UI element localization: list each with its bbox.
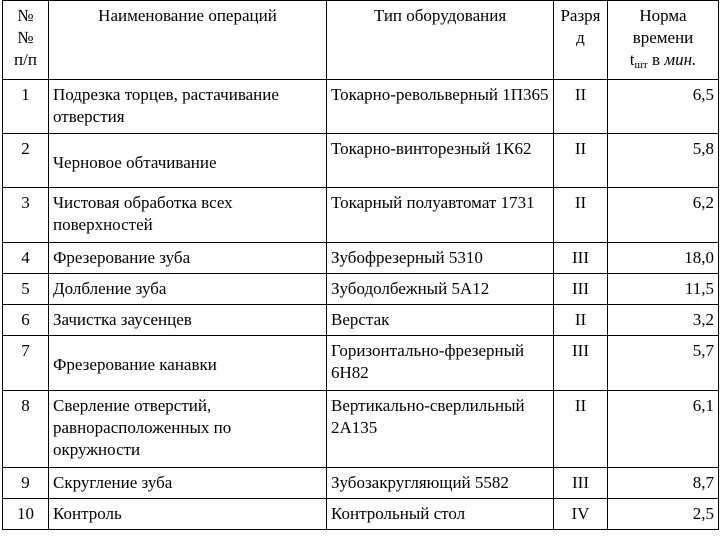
row-num: 8 (3, 391, 49, 468)
header-grade-line2: д (576, 28, 585, 47)
row-num: 7 (3, 336, 49, 391)
table-row (3, 391, 719, 468)
row-num: 6 (3, 305, 49, 336)
table-row (3, 80, 719, 134)
header-norm-sub: шт (634, 59, 648, 71)
row-name: Подрезка торцев, растачивание отверстия (49, 80, 327, 134)
row-grade: III (554, 243, 608, 274)
row-norm: 5,7 (608, 336, 719, 391)
row-name: Фрезерование зуба (49, 243, 327, 274)
row-norm: 6,1 (608, 391, 719, 468)
header-norm (608, 1, 719, 80)
row-name: Черновое обтачивание (49, 134, 327, 188)
row-grade: II (554, 134, 608, 188)
row-equipment: Вертикально-сверлильный 2А135 (327, 391, 554, 468)
header-row (3, 1, 719, 80)
row-equipment: Контрольный стол (327, 499, 554, 530)
table-row (3, 134, 719, 188)
row-norm: 18,0 (608, 243, 719, 274)
row-grade: III (554, 274, 608, 305)
row-grade: III (554, 468, 608, 499)
header-grade (554, 1, 608, 80)
row-name: Сверление отверстий, равнорасположенных по окружности (49, 391, 327, 468)
row-grade: IV (554, 499, 608, 530)
row-equipment: Токарно-винторезный 1К62 (327, 134, 554, 188)
row-equipment: Верстак (327, 305, 554, 336)
row-grade: II (554, 305, 608, 336)
row-norm: 3,2 (608, 305, 719, 336)
row-name: Зачистка заусенцев (49, 305, 327, 336)
header-num-line2: № (17, 28, 34, 47)
header-equipment: Тип оборудования (327, 1, 554, 80)
table-row (3, 499, 719, 530)
row-grade: III (554, 336, 608, 391)
row-equipment: Зубофрезерный 5310 (327, 243, 554, 274)
header-name: Наименование операций (49, 1, 327, 80)
row-norm: 8,7 (608, 468, 719, 499)
table-row (3, 468, 719, 499)
row-equipment: Токарный полуавтомат 1731 (327, 188, 554, 243)
row-equipment: Зубозакругляющий 5582 (327, 468, 554, 499)
row-norm: 11,5 (608, 274, 719, 305)
row-name: Фрезерование канавки (49, 336, 327, 391)
row-norm: 6,2 (608, 188, 719, 243)
header-grade-line1: Разря (560, 6, 601, 25)
row-num: 2 (3, 134, 49, 188)
row-grade: II (554, 80, 608, 134)
header-num (3, 1, 49, 80)
row-num: 10 (3, 499, 49, 530)
row-norm: 5,8 (608, 134, 719, 188)
row-grade: II (554, 188, 608, 243)
operations-table (2, 0, 719, 530)
row-norm: 2,5 (608, 499, 719, 530)
row-name: Контроль (49, 499, 327, 530)
row-name: Чистовая обработка всех поверхностей (49, 188, 327, 243)
header-num-line3: п/п (14, 50, 37, 69)
header-norm-line2: времени (632, 28, 694, 47)
table-row (3, 274, 719, 305)
row-equipment: Зубодолбежный 5А12 (327, 274, 554, 305)
row-num: 4 (3, 243, 49, 274)
row-num: 9 (3, 468, 49, 499)
table-row (3, 243, 719, 274)
row-name: Долбление зуба (49, 274, 327, 305)
row-name: Скругление зуба (49, 468, 327, 499)
row-num: 1 (3, 80, 49, 134)
header-norm-unit: мин. (664, 50, 697, 69)
table-row (3, 305, 719, 336)
header-norm-t: t (629, 50, 635, 69)
header-norm-line1: Норма (639, 6, 687, 25)
header-num-line1: № (17, 6, 34, 25)
row-num: 5 (3, 274, 49, 305)
row-equipment: Горизонтально-фрезерный 6Н82 (327, 336, 554, 391)
row-num: 3 (3, 188, 49, 243)
table-row (3, 188, 719, 243)
header-norm-in: в (647, 50, 665, 69)
row-norm: 6,5 (608, 80, 719, 134)
table-row (3, 336, 719, 391)
row-grade: II (554, 391, 608, 468)
row-equipment: Токарно-револьверный 1П365 (327, 80, 554, 134)
